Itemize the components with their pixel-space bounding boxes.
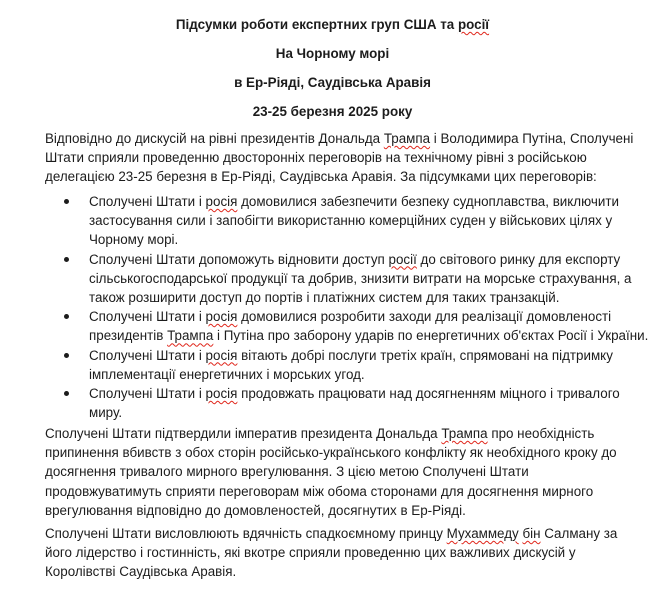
title-text: Підсумки роботи експертних груп США та (175, 17, 458, 32)
spellcheck-flagged-word[interactable]: росія (205, 347, 238, 363)
spellcheck-flagged-word[interactable]: Трампа (441, 426, 488, 441)
spellcheck-flagged-word[interactable]: росія (205, 386, 238, 402)
spellcheck-flagged-word[interactable]: бін (522, 526, 541, 541)
bullet-icon (64, 353, 69, 358)
intro-paragraph (45, 129, 645, 187)
list-item (52, 346, 652, 384)
spellcheck-flagged-word[interactable]: росія (205, 194, 238, 209)
text-run: вітають добрі послуги третіх країн, спрямовані на підтримку імплементації енергетичних і морських угод. (89, 347, 613, 382)
spellcheck-flagged-word[interactable]: Трампа (383, 131, 431, 146)
bullet-icon (64, 314, 69, 319)
document-date: 23-25 березня 2025 року (252, 104, 413, 119)
list-item (52, 192, 652, 250)
text-run: Салману за його лідерство і гостинність, які вкотре сприяли проведенню цих важливих дискусій у Королівстві Саудівська Аравія. (45, 526, 618, 580)
spellcheck-flagged-word[interactable]: Мухаммеду (446, 526, 519, 541)
list-item (52, 384, 652, 422)
text-run: Сполучені Штати і (89, 386, 206, 402)
bullet-icon (64, 199, 69, 204)
bullet-icon (64, 391, 69, 396)
spellcheck-flagged-word[interactable]: росії (457, 17, 490, 32)
spellcheck-flagged-word[interactable]: росії (388, 251, 417, 267)
text-run: Сполучені Штати висловлюють вдячність спадкоємному принцу (45, 526, 447, 541)
text-run: домовилися розробити заходи для реалізації домовленості президентів (89, 309, 612, 344)
text-run: Сполучені Штати допоможуть відновити доступ (89, 251, 389, 267)
agreements-list (52, 192, 652, 422)
text-run: Сполучені Штати і (89, 309, 206, 325)
text-run: Відповідно до дискусій на рівні президентів Дональда (45, 131, 384, 146)
text-run: продовжать працювати над досягненням міцного і тривалого миру. (89, 386, 620, 421)
document-subtitle-city: в Ер-Ріяді, Саудівська Аравія (234, 75, 431, 90)
bullet-icon (64, 257, 69, 262)
text-run: Сполучені Штати підтвердили імператив президента Дональда (45, 426, 442, 441)
document-subtitle-location: На Чорному морі (275, 46, 390, 61)
document-title (0, 16, 665, 34)
text-run: Сполучені Штати і (89, 347, 206, 363)
gratitude-paragraph (45, 524, 645, 582)
spellcheck-flagged-word[interactable]: росія (205, 309, 238, 325)
text-run: і Путіна про заборону ударів по енергетичних об'єктах Росії і України. (213, 328, 649, 344)
spellcheck-flagged-word[interactable]: Трампа (167, 328, 214, 344)
text-run: і Володимира Путіна, Сполучені Штати сприяли проведенню двосторонніх переговорів на технічному рівні з російською делегацією 23-25 березня в Ер-Ріяді, Саудівська Аравія. За підсумками цих переговорів: (45, 131, 634, 185)
list-item (52, 250, 652, 308)
ceasefire-paragraph (45, 424, 645, 520)
text-run: домовилися забезпечити безпеку судноплавства, виключити застосування сили і запобігти використанню комерційних суден у військових цілях у Чорному морі. (89, 194, 619, 248)
list-item (52, 307, 652, 345)
text-run: до світового ринку для експорту сільськогосподарської продукції та добрив, знизити витрати на морське страхування, а також розширити доступ до портів і платіжних систем для таких транзакцій. (89, 251, 632, 306)
text-run: про необхідність припинення вбивств з обох сторін російсько-українського конфлікту як необхідного кроку до досягнення тривалого мирного врегулювання. З цією метою Сполучені Штати продовжуватимуть сприяти переговорам між обома сторонами для досягнення мирного врегулювання відповідно до домовленостей, досягнутих в Ер-Ріяді. (45, 426, 617, 518)
text-run: Сполучені Штати і (89, 194, 206, 209)
